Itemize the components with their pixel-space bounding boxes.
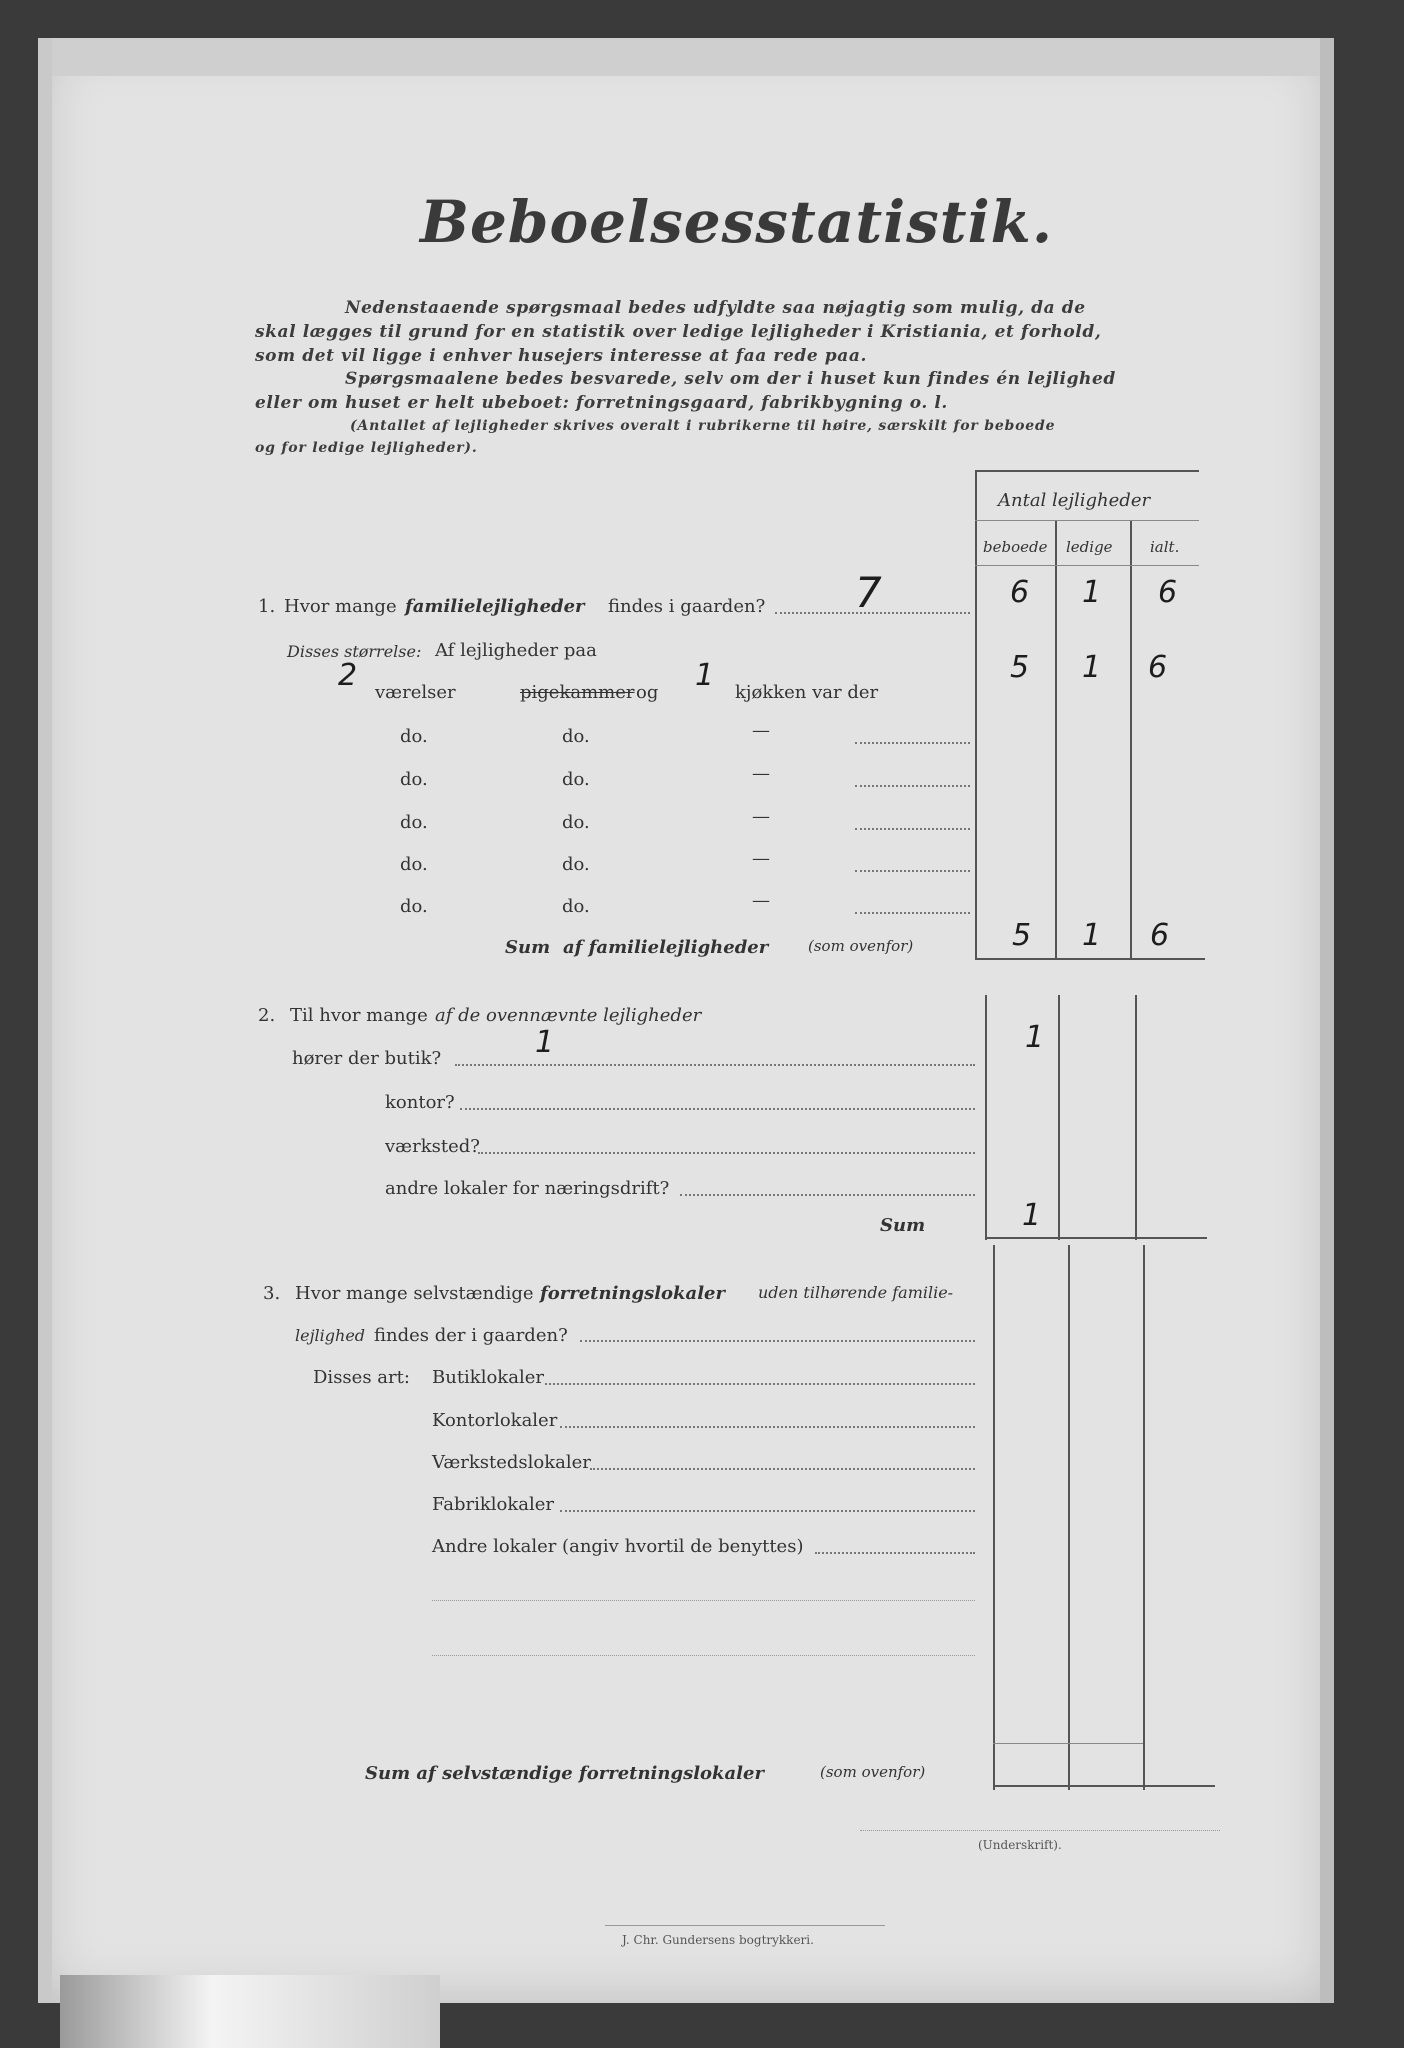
q1-sum-label-b: af familielejligheder (563, 937, 769, 958)
q1-hw-row1-beboede: 5 (1010, 650, 1030, 685)
q1-row-pigekammer: pigekammer (520, 682, 635, 703)
q3-text-italic-1: uden tilhørende familie- (758, 1283, 954, 1302)
q3-col3-rule (1143, 1245, 1145, 1790)
intro-line-3: som det vil ligge i enhver husejers interesse at faa rede paa. (255, 346, 868, 366)
dash-row4: — (752, 806, 770, 827)
dash-row3: — (752, 763, 770, 784)
q1-hw-sum-ledige: 1 (1082, 918, 1102, 953)
dots-row3 (855, 785, 970, 787)
q1-sizes-label: Disses størrelse: (287, 642, 422, 661)
do-col2-row2: do. (562, 726, 590, 747)
q1-row-vaerelser: værelser (375, 682, 456, 703)
q2-butik-label: hører der butik? (292, 1048, 442, 1069)
table-top-rule (975, 470, 1199, 472)
q1-hw-sum-ialt: 6 (1150, 918, 1170, 953)
q3-sum-label-b: (som ovenfor) (820, 1763, 926, 1781)
q2-number: 2. (258, 1005, 276, 1026)
q1-hw-row1-ialt: 6 (1148, 650, 1168, 685)
dots-row6 (855, 912, 970, 914)
paper-right-edge (1320, 38, 1334, 2003)
q3-item-andre: Andre lokaler (angiv hvortil de benyttes) (432, 1536, 804, 1557)
intro-line-1: Nedenstaaende spørgsmaal bedes udfyldte saa nøjagtig som mulig, da de (345, 298, 1086, 318)
q2-sum-label: Sum (880, 1215, 926, 1236)
q3-col2-rule (1068, 1245, 1070, 1790)
q1-hw-ialt: 6 (1158, 575, 1178, 610)
q1-term: familielejligheder (405, 596, 585, 617)
q3-text-pre: Hvor mange selvstændige (295, 1283, 534, 1304)
q1-hw-row1-ledige: 1 (1082, 650, 1102, 685)
header-bottom-rule (975, 565, 1199, 566)
intro-line-2: skal lægges til grund for en statistik over ledige lejligheder i Kristiania, et forhold, (255, 322, 1102, 342)
q3-blank-line-2 (432, 1655, 975, 1656)
q3-item-butiklokaler: Butiklokaler (432, 1367, 544, 1388)
q3-item-2-dots (560, 1426, 975, 1428)
dash-row5: — (752, 848, 770, 869)
q3-item-4-dots (560, 1510, 975, 1512)
intro-line-7: og for ledige lejligheder). (255, 440, 478, 456)
q3-item-vaerkstedslokaler: Værkstedslokaler (432, 1452, 591, 1473)
do-col2-row5: do. (562, 854, 590, 875)
q3-number: 3. (263, 1283, 281, 1304)
dash-row6: — (752, 890, 770, 911)
q1-hw-answer: 7 (855, 568, 882, 617)
col1-left-rule (975, 470, 977, 960)
intro-line-5: eller om huset er helt ubeboet: forretningsgaard, fabrikbygning o. l. (255, 393, 948, 413)
q3-item-5-dots (815, 1552, 975, 1554)
col2-left-rule (1055, 520, 1057, 960)
q1-row-og: og (636, 682, 659, 703)
do-col2-row3: do. (562, 769, 590, 790)
q3-term: forretningslokaler (540, 1283, 725, 1304)
q3-item-fabriklokaler: Fabriklokaler (432, 1494, 555, 1515)
do-col1-row5: do. (400, 854, 428, 875)
intro-line-4: Spørgsmaalene bedes besvarede, selv om der i huset kun findes én lejlighed (345, 369, 1116, 389)
q1-hw-rooms: 2 (338, 658, 358, 693)
q1-sum-label-a: Sum (505, 937, 551, 958)
q3-blank-line-1 (432, 1600, 975, 1601)
q2-hw-sum-beboede: 1 (1022, 1198, 1042, 1233)
q3-text-post: findes der i gaarden? (374, 1325, 568, 1346)
do-col1-row6: do. (400, 896, 428, 917)
col3-left-rule (1130, 520, 1132, 960)
q2-hw-butik-beboede: 1 (1025, 1020, 1045, 1055)
q2-col2-rule (1058, 995, 1060, 1240)
printer-rule (605, 1925, 885, 1926)
q3-col1-rule (993, 1245, 995, 1790)
q1-hw-sum-beboede: 5 (1012, 918, 1032, 953)
signature-line[interactable] (860, 1830, 1220, 1831)
q3-sum-rule (993, 1785, 1215, 1787)
table-header-ledige: ledige (1066, 538, 1113, 556)
do-col2-row4: do. (562, 812, 590, 833)
table-header-group: Antal lejligheder (998, 490, 1151, 511)
form-title: Beboelsesstatistik. (420, 188, 1054, 256)
paper-left-edge (38, 38, 52, 2003)
q1-hw-beboede: 6 (1010, 575, 1030, 610)
do-col1-row2: do. (400, 726, 428, 747)
q2-vaerksted-dots (478, 1152, 975, 1154)
q3-dots (580, 1340, 975, 1342)
q2-vaerksted-label: værksted? (385, 1136, 480, 1157)
q3-item-kontorlokaler: Kontorlokaler (432, 1410, 558, 1431)
q1-text-pre: Hvor mange (284, 596, 397, 617)
q2-hw-butik: 1 (535, 1025, 555, 1060)
do-col1-row3: do. (400, 769, 428, 790)
dots-row2 (855, 742, 970, 744)
q1-sizes-text: Af lejligheder paa (435, 640, 597, 661)
q2-text-italic: af de ovennævnte lejligheder (435, 1005, 702, 1026)
q1-hw-kitchen: 1 (695, 658, 715, 693)
q2-sum-rule (985, 1237, 1207, 1239)
do-col1-row4: do. (400, 812, 428, 833)
q2-andre-label: andre lokaler for næringsdrift? (385, 1178, 670, 1199)
do-col2-row6: do. (562, 896, 590, 917)
q3-item-3-dots (590, 1468, 975, 1470)
q3-text-italic-2: lejlighed (295, 1326, 366, 1345)
printer-imprint: J. Chr. Gundersens bogtrykkeri. (622, 1933, 814, 1947)
q2-kontor-dots (460, 1108, 975, 1110)
q1-sum-label-c: (som ovenfor) (808, 937, 914, 955)
q2-col1-rule (985, 995, 987, 1240)
scan-glare (60, 1975, 440, 2048)
table-header-beboede: beboede (983, 538, 1048, 556)
q1-text-post: findes i gaarden? (608, 596, 766, 617)
dots-row4 (855, 828, 970, 830)
q1-row-kjokken: kjøkken var der (735, 682, 879, 703)
q2-butik-dots (455, 1064, 975, 1066)
q2-text-pre: Til hvor mange (290, 1005, 428, 1026)
q3-sum-label: Sum af selvstændige forretningslokaler (365, 1763, 764, 1784)
q3-item-1-dots (545, 1383, 975, 1385)
q3-art-label: Disses art: (313, 1367, 410, 1388)
q2-col3-rule (1135, 995, 1137, 1240)
intro-line-6: (Antallet af lejligheder skrives overalt i rubrikerne til høire, særskilt for beboede (350, 418, 1056, 434)
paper-top-edge (38, 38, 1334, 76)
q1-hw-ledige: 1 (1082, 575, 1102, 610)
q2-andre-dots (680, 1194, 975, 1196)
dash-row2: — (752, 720, 770, 741)
dots-row5 (855, 870, 970, 872)
header-sub-rule (975, 520, 1199, 521)
signature-label: (Underskrift). (978, 1838, 1062, 1852)
q1-sum-rule (975, 958, 1205, 960)
table-header-ialt: ialt. (1150, 538, 1180, 556)
q3-sum-box-top (993, 1743, 1143, 1744)
q1-number: 1. (258, 596, 276, 617)
q2-kontor-label: kontor? (385, 1092, 455, 1113)
